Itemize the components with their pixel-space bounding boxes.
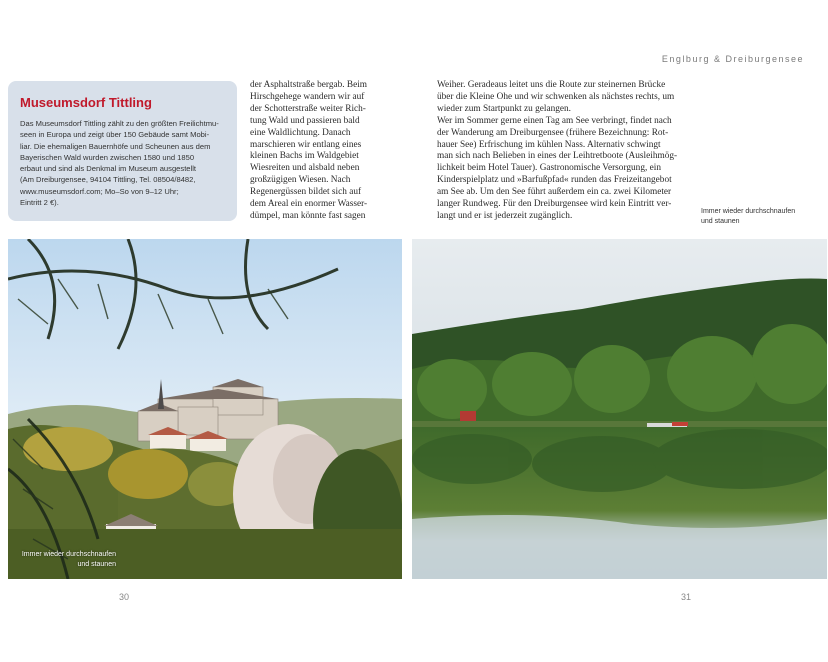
text-line: über die Kleine Ohe und wir schwenken als nächstes rechts, um <box>437 91 675 102</box>
text-line: marschieren wir entlang eines <box>250 139 362 150</box>
side-caption <box>701 207 811 226</box>
photo-lake-reflection <box>412 239 827 579</box>
text-line: langt und er ist jederzeit zugänglich. <box>437 210 573 221</box>
info-box-title: Museumsdorf Tittling <box>20 95 152 110</box>
text-line: Regenergüssen bildet sich auf <box>250 187 362 198</box>
text-line: Wiesreiten und alsbald neben <box>250 163 360 174</box>
text-line: tung Wald und passieren bald <box>250 115 360 126</box>
text-line: dem Areal ein enormer Wasser- <box>250 199 368 210</box>
info-line: Bayerischen Wald wurden zwischen 1580 und 1850 <box>20 152 195 162</box>
info-line: Das Museumsdorf Tittling zählt zu den größten Freilichtmu- <box>20 119 219 128</box>
text-line: man sich nach Belieben in eines der Leihtretboote (Ausleihmög- <box>437 151 678 162</box>
text-line: großzügigen Wiesen. Nach <box>250 175 351 186</box>
text-column-right <box>437 80 692 223</box>
text-line: hauer See) Erfrischung im kühlen Nass. Alternativ schwingt <box>437 139 661 150</box>
text-line: am See ab. Um den See führt außerdem ein ca. zwei Kilometer <box>437 187 672 198</box>
text-line: der Schotterstraße weiter Rich- <box>250 103 366 114</box>
text-line: lichkeit beim Hotel Tauer). Gastronomische Versorgung, ein <box>437 163 661 174</box>
text-line: Wer im Sommer gerne einen Tag am See verbringt, findet nach <box>437 115 672 126</box>
text-line: kleinen Bachs im Waldgebiet <box>250 151 359 162</box>
text-line: Hirschgehege wandern wir auf <box>250 91 365 102</box>
text-line: Weiher. Geradeaus leitet uns die Route zur steinernen Brücke <box>437 80 666 90</box>
photo-castle-village <box>8 239 402 579</box>
page-number-left: 30 <box>119 592 130 602</box>
info-box <box>8 81 237 221</box>
text-line: der Asphaltstraße bergab. Beim <box>250 80 368 90</box>
page-number-right: 31 <box>681 592 692 602</box>
info-box-text <box>20 118 225 208</box>
text-line: langer Rundweg. Für den Dreiburgensee wird kein Eintritt ver- <box>437 199 672 210</box>
info-line: seen in Europa und zeigt über 150 Gebäude samt Mobi- <box>20 130 210 140</box>
text-line: wieder zum Startpunkt zu gelangen. <box>437 103 571 114</box>
text-line: Kinderspielplatz und »Barfußpfad« runden das Freizeitangebot <box>437 175 672 186</box>
text-line: dümpel, man könnte fast sagen <box>250 210 366 221</box>
info-line: www.museumsdorf.com; Mo–So von 9–12 Uhr; <box>20 186 179 196</box>
text-column-left <box>250 80 376 223</box>
caption-line: und staunen <box>77 560 116 568</box>
info-line: Eintritt 2 €). <box>20 198 59 208</box>
photo-caption <box>16 550 116 569</box>
caption-line: Immer wieder durchschnaufen <box>701 208 796 215</box>
info-line: liar. Die ehemaligen Bauernhöfe und Scheunen aus dem <box>20 141 211 151</box>
caption-line: Immer wieder durchschnaufen <box>21 551 116 558</box>
text-line: eine Waldlichtung. Danach <box>250 127 351 138</box>
caption-line: und staunen <box>701 217 740 225</box>
text-line: der Wanderung am Dreiburgensee (frühere Bezeichnung: Rot- <box>437 127 669 138</box>
info-line: (Am Dreiburgensee, 94104 Tittling, Tel. 08504/8482, <box>20 175 196 185</box>
running-header: Englburg & Dreiburgensee <box>661 54 804 64</box>
info-line: erbaut und sind als Denkmal im Museum ausgestellt <box>20 164 197 174</box>
